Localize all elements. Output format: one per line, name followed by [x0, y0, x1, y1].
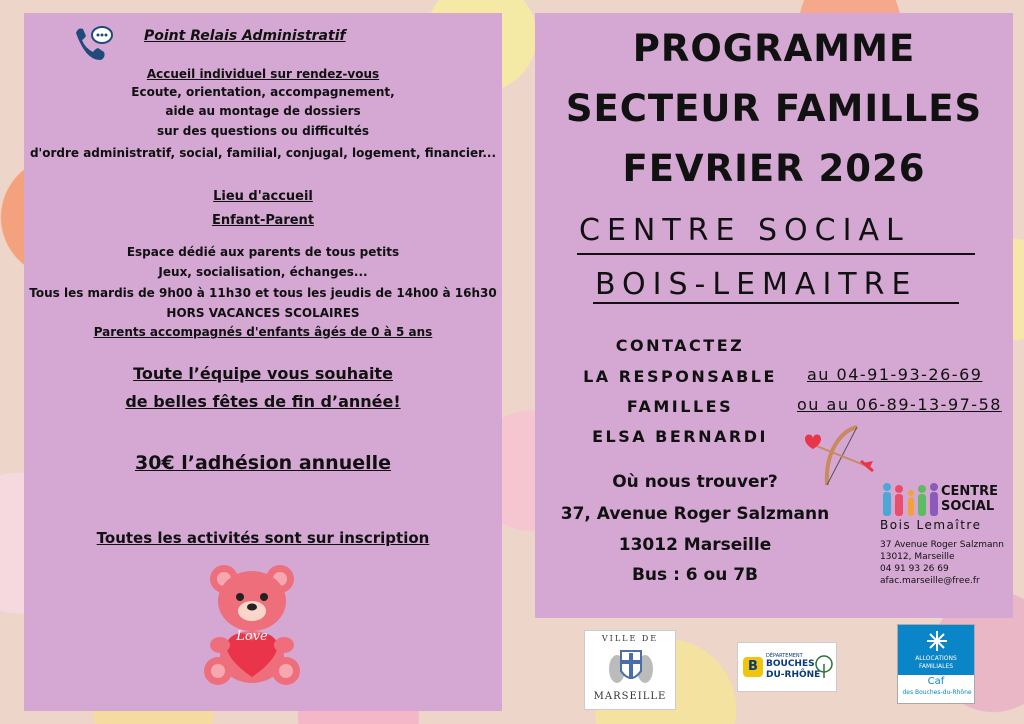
logo-title-line: CENTRE — [941, 484, 999, 499]
lieu-line: Espace dédié aux parents de tous petits — [126, 245, 400, 259]
wishes-line: de belles fêtes de fin d’année! — [125, 392, 401, 411]
accueil-title: Accueil individuel sur rendez-vous — [146, 67, 380, 81]
caf-logo — [897, 624, 975, 704]
program-title-line: PROGRAMME — [632, 27, 916, 70]
phone-number-2[interactable]: ou au 06-89-13-97-58 — [797, 395, 1002, 414]
right-panel — [535, 13, 1013, 618]
address-line: Bus : 6 ou 7B — [631, 565, 759, 585]
inscription-note: Toutes les activités sont sur inscription — [96, 529, 430, 547]
address-line: Où nous trouver? — [612, 472, 778, 492]
logo-detail: 13012, Marseille — [880, 552, 955, 562]
logo-detail: 04 91 93 26 69 — [880, 564, 949, 574]
accueil-line: d'ordre administratif, social, familial, conjugal, logement, financier... — [29, 146, 497, 160]
wishes-line: Toute l’équipe vous souhaite — [133, 364, 393, 383]
left-panel — [24, 13, 502, 711]
caf-region: des Bouches-du-Rhône — [902, 689, 972, 696]
phone-number-1[interactable]: au 04-91-93-26-69 — [807, 365, 983, 384]
family-figures-icon — [881, 481, 941, 521]
lieu-line: Jeux, socialisation, échanges... — [158, 265, 368, 279]
logo-detail: 37 Avenue Roger Salzmann — [880, 540, 1004, 550]
accueil-line: aide au montage de dossiers — [165, 104, 361, 118]
caf-snowflake-icon — [925, 629, 949, 653]
departement-small: DÉPARTEMENT — [766, 653, 803, 659]
address-line: 13012 Marseille — [618, 535, 772, 555]
teddy-bear-icon — [196, 559, 308, 689]
logo-name: Bois Lemaître — [880, 518, 982, 532]
program-title-line: FEVRIER 2026 — [622, 147, 926, 190]
tree-icon — [814, 655, 834, 679]
phone-bubble-icon — [72, 23, 114, 65]
relais-title: Point Relais Administratif — [144, 28, 346, 44]
lieu-note: Parents accompagnés d'enfants âgés de 0 à 5 ans — [93, 325, 433, 339]
ville-top-text: VILLE DE — [601, 634, 659, 643]
teddy-heart-text: Love — [236, 629, 268, 644]
departement-name: DU-RHÔNE — [766, 670, 821, 680]
caf-line: FAMILIALES — [918, 663, 954, 670]
adhesion-price: 30€ l’adhésion annuelle — [134, 452, 392, 474]
caf-header — [898, 625, 974, 675]
logo-title — [941, 484, 998, 514]
lieu-title: Lieu d'accueil — [213, 189, 313, 204]
address-line: 37, Avenue Roger Salzmann — [560, 504, 830, 524]
accueil-line: Ecoute, orientation, accompagnement, — [131, 85, 395, 99]
lieu-subtitle: Enfant-Parent — [211, 213, 315, 228]
caf-line: ALLOCATIONS — [915, 655, 957, 662]
centre-name: BOIS-LEMAITRE — [595, 267, 918, 302]
contact-line: LA RESPONSABLE — [583, 367, 777, 386]
departement-name: BOUCHES — [766, 659, 815, 669]
ville-name-text: MARSEILLE — [593, 691, 667, 702]
program-title-line: SECTEUR FAMILLES — [565, 87, 983, 130]
ville-marseille-logo — [584, 630, 676, 710]
caf-name: Caf — [927, 676, 945, 687]
centre-underline — [577, 253, 975, 255]
contact-line: CONTACTEZ — [615, 336, 745, 355]
lieu-line: Tous les mardis de 9h00 à 11h30 et tous les jeudis de 14h00 à 16h30 — [29, 286, 497, 300]
departement-badge-icon: B — [743, 657, 763, 677]
departement-logo — [737, 642, 837, 692]
accueil-line: sur des questions ou difficultés — [156, 124, 370, 138]
centre-social-title: CENTRE SOCIAL — [579, 213, 910, 248]
marseille-coat-of-arms-icon — [607, 645, 655, 689]
contact-line: FAMILLES — [626, 397, 734, 416]
contact-line: ELSA BERNARDI — [592, 427, 768, 446]
logo-title-line: SOCIAL — [941, 499, 995, 514]
logo-detail: afac.marseille@free.fr — [880, 576, 980, 586]
centre-name-underline — [593, 302, 959, 304]
lieu-line: HORS VACANCES SCOLAIRES — [166, 306, 360, 320]
